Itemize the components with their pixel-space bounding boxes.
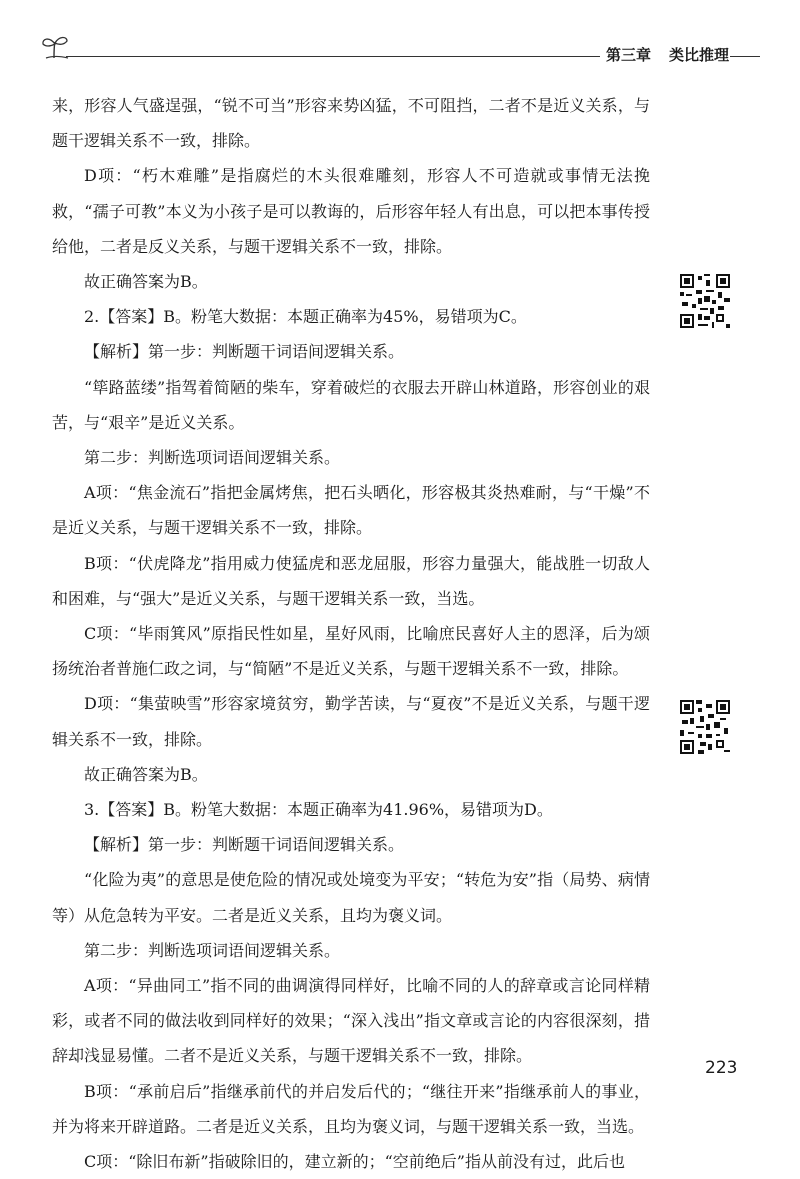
qr-code-icon [680, 700, 730, 754]
chapter-title [600, 44, 735, 66]
chapter-name: 类比推理 [669, 46, 730, 64]
header-rule [66, 56, 626, 57]
paragraph: D项：“集萤映雪”形容家境贫穷，勤学苦读，与“夏夜”不是近义关系，与题干逻辑关系不一致，排除。 [52, 694, 650, 749]
paragraph: “化险为夷”的意思是使危险的情况或处境变为平安；“转危为安”指（局势、病情等）从危急转为平安。二者是近义关系，且均为褒义词。 [52, 870, 650, 925]
paragraph: C项：“除旧布新”指破除旧的，建立新的；“空前绝后”指从前没有过，此后也 [84, 1152, 625, 1172]
header-rule-tail [730, 56, 760, 57]
running-header [40, 30, 760, 70]
qr-code-question-2[interactable] [680, 274, 730, 328]
chapter-number: 第三章 [606, 46, 652, 64]
answer-explanations [52, 88, 650, 1179]
paragraph: B项：“承前启后”指继承前代的并启发后代的；“继往开来”指继承前人的事业，并为将来开辟道路。二者是近义关系，且均为褒义词，与题干逻辑关系一致，当选。 [52, 1081, 650, 1136]
qr-code-icon [680, 274, 730, 328]
analysis-step: 第二步：判断选项词语间逻辑关系。 [84, 940, 341, 960]
qr-code-question-3[interactable] [680, 700, 730, 754]
answer-line: 2.【答案】B。粉笔大数据：本题正确率为45%，易错项为C。 [84, 307, 527, 327]
paragraph: A项：“异曲同工”指不同的曲调演得同样好，比喻不同的人的辞章或言论同样精彩，或者不同的做法收到同样好的效果；“深入浅出”指文章或言论的内容很深刻，措辞却浅显易懂。二者不是近义关系，与题干逻辑关系不一致，排除。 [52, 976, 650, 1066]
analysis-step: 【解析】第一步：判断题干词语间逻辑关系。 [84, 835, 405, 855]
paragraph: D项：“朽木难雕”是指腐烂的木头很难雕刻，形容人不可造就或事情无法挽救，“孺子可教”本义为小孩子是可以教诲的，后形容年轻人有出息，可以把本事传授给他，二者是反义关系，与题干逻辑关系不一致，排除。 [52, 166, 650, 256]
paragraph: C项：“毕雨箕风”原指民性如星，星好风雨，比喻庶民喜好人主的恩泽，后为颂扬统治者普施仁政之词，与“简陋”不是近义关系，与题干逻辑关系不一致，排除。 [52, 624, 650, 679]
paragraph: “筚路蓝缕”指驾着简陋的柴车，穿着破烂的衣服去开辟山林道路，形容创业的艰苦，与“艰辛”是近义关系。 [52, 377, 650, 432]
answer-line: 3.【答案】B。粉笔大数据：本题正确率为41.96%，易错项为D。 [84, 800, 553, 820]
paragraph: B项：“伏虎降龙”指用威力使猛虎和恶龙屈服，形容力量强大，能战胜一切敌人和困难，与“强大”是近义关系，与题干逻辑关系一致，当选。 [52, 553, 650, 608]
paragraph: 故正确答案为B。 [84, 764, 208, 784]
paragraph: A项：“焦金流石”指把金属烤焦，把石头晒化，形容极其炎热难耐，与“干燥”不是近义关系，与题干逻辑关系不一致，排除。 [52, 483, 650, 538]
analysis-step: 【解析】第一步：判断题干词语间逻辑关系。 [84, 342, 405, 362]
paragraph: 故正确答案为B。 [84, 272, 208, 292]
analysis-step: 第二步：判断选项词语间逻辑关系。 [84, 448, 341, 468]
page-number: 223 [705, 1058, 738, 1078]
paragraph: 来，形容人气盛逞强，“锐不可当”形容来势凶猛，不可阻挡，二者不是近义关系，与题干逻辑关系不一致，排除。 [52, 96, 650, 151]
